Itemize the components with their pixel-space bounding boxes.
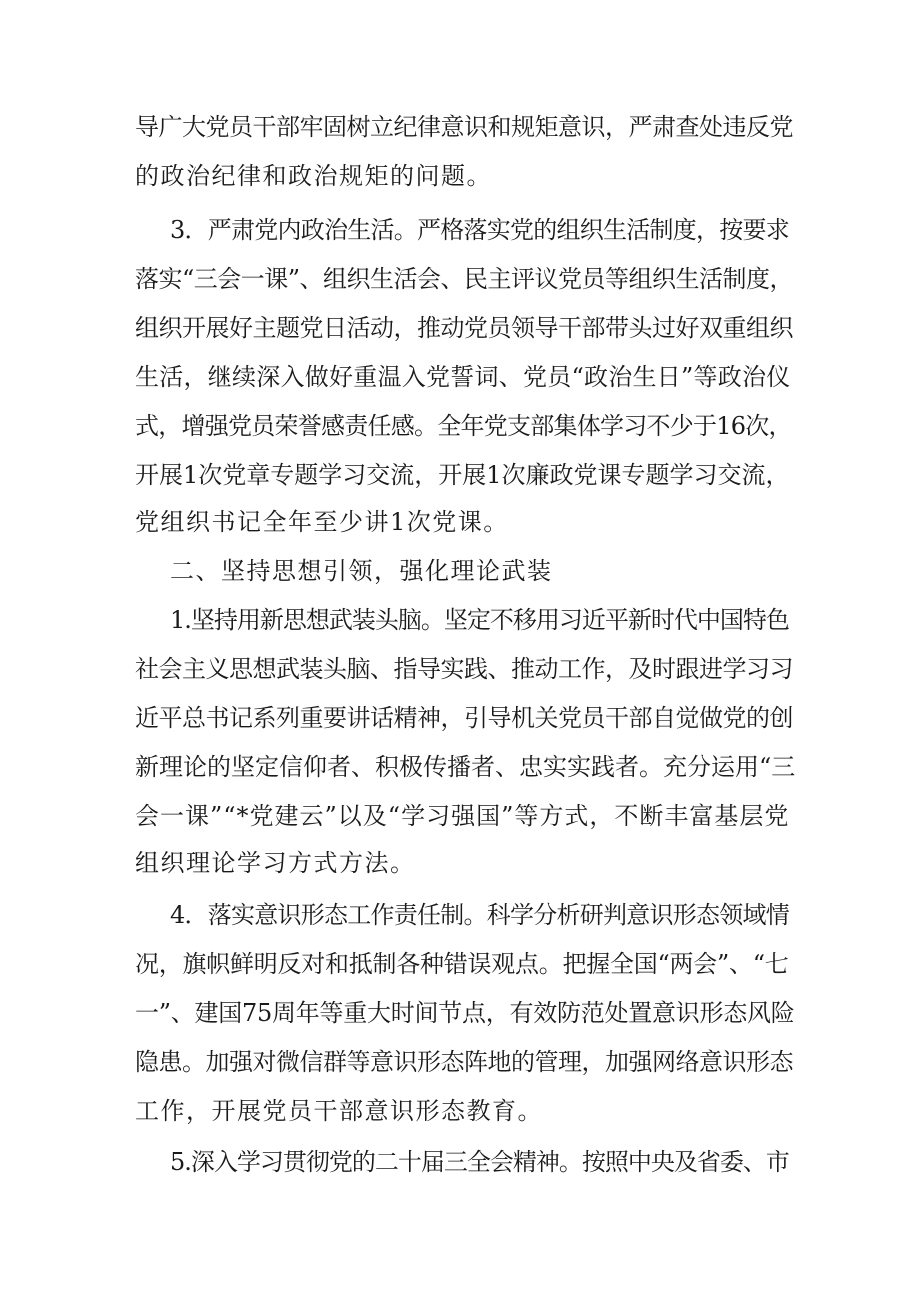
paragraph-line: 工作，开展党员干部意识形态教育。 [135,1097,543,1125]
paragraph-line: 况，旗帜鲜明反对和抵制各种错误观点。把握全国“两会”、“七 [135,950,789,978]
section-heading: 二、坚持思想引领，强化理论武装 [170,557,553,585]
paragraph-line: 落实“三会一课”、组织生活会、民主评议党员等组织生活制度， [135,265,794,293]
paragraph-line: 新理论的坚定信仰者、积极传播者、忠实实践者。充分运用“三 [135,753,796,781]
paragraph-line: 会一课”“*党建云”以及“学习强国”等方式，不断丰富基层党 [135,802,790,830]
paragraph-line: 组织开展好主题党日活动，推动党员领导干部带头过好双重组织 [135,314,793,342]
paragraph-line: 隐患。加强对微信群等意识形态阵地的管理，加强网络意识形态 [135,1048,793,1076]
paragraph-line: 导广大党员干部牢固树立纪律意识和规矩意识，严肃查处违反党 [135,113,793,141]
paragraph-line: 3．严肃党内政治生活。严格落实党的组织生活制度，按要求 [170,216,790,244]
paragraph-line: 开展1次党章专题学习交流，开展1次廉政党课专题学习交流， [135,461,790,489]
paragraph-line: 近平总书记系列重要讲话精神，引导机关党员干部自觉做党的创 [135,704,793,732]
paragraph-line: 一”、建国75周年等重大时间节点，有效防范处置意识形态风险 [135,999,795,1027]
paragraph-line: 生活，继续深入做好重温入党誓词、党员“政治生日”等政治仪 [135,363,791,391]
paragraph-line: 党组织书记全年至少讲1次党课。 [135,508,509,536]
paragraph-line: 1.坚持用新思想武装头脑。坚定不移用习近平新时代中国特色 [170,606,789,634]
paragraph-line: 5.深入学习贯彻党的二十届三全会精神。按照中央及省委、市 [170,1148,789,1176]
paragraph-line: 组织理论学习方式方法。 [135,849,416,877]
paragraph-line: 社会主义思想武装头脑、指导实践、推动工作，及时跟进学习习 [135,655,793,683]
paragraph-line: 式，增强党员荣誉感责任感。全年党支部集体学习不少于16次， [135,412,792,440]
paragraph-line: 的政治纪律和政治规矩的问题。 [135,162,492,190]
paragraph-line: 4．落实意识形态工作责任制。科学分析研判意识形态领域情 [170,901,790,929]
